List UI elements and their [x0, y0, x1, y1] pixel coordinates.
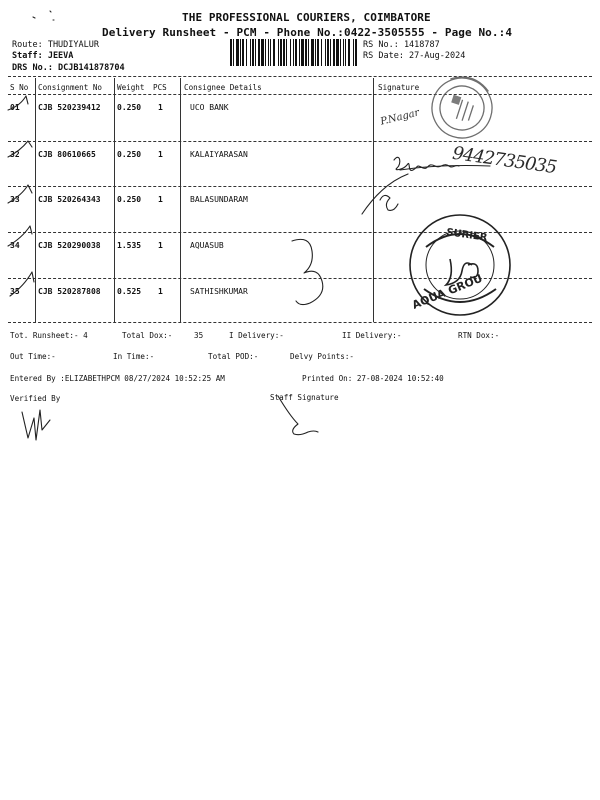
row-consignee: BALASUNDARAM [190, 195, 248, 204]
col-weight: Weight [117, 83, 145, 92]
row-consignment: CJB 520239412 [38, 103, 101, 112]
row-weight: 0.250 [117, 103, 142, 112]
rs-number: RS No.: 1418787 [363, 40, 440, 50]
total-pod: Total POD:- [208, 352, 259, 361]
col-consignee: Consignee Details [184, 83, 262, 92]
row-pcs: 1 [158, 287, 163, 296]
row-sno: 32 [10, 150, 20, 159]
staff-label: Staff: JEEVA [12, 51, 74, 61]
row-weight: 1.535 [117, 241, 142, 250]
row-weight: 0.525 [117, 287, 142, 296]
row-consignee: SATHISHKUMAR [190, 287, 248, 296]
runsheet-title: Delivery Runsheet - PCM - Phone No.:0422-3505555 - Page No.:4 [102, 26, 513, 39]
bank-stamp [424, 69, 500, 146]
row-weight: 0.250 [117, 195, 142, 204]
handwritten-phone-row2: 9442735035 [451, 142, 558, 179]
staff-signature-label: Staff Signature [270, 393, 339, 402]
row-consignee: UCO BANK [190, 103, 229, 112]
route-label: Route: THUDIYALUR [12, 40, 99, 50]
aqua-stamp [410, 215, 510, 315]
delvy-points: Delvy Points:- [290, 352, 355, 361]
verified-by-label: Verified By [10, 394, 61, 403]
row-sno: 01 [10, 103, 20, 112]
i-delivery: I Delivery:- [229, 331, 284, 340]
tot-runsheet: Tot. Runsheet:- 4 [10, 331, 88, 340]
row-consignment: CJB 520290038 [38, 241, 101, 250]
svg-text:AQUA GROU: AQUA GROU [410, 271, 485, 312]
row-pcs: 1 [158, 150, 163, 159]
row-consignment: CJB 80610665 [38, 150, 96, 159]
rs-date: RS Date: 27-Aug-2024 [363, 51, 466, 61]
ii-delivery: II Delivery:- [342, 331, 402, 340]
col-sno: S No [10, 83, 29, 92]
svg-text:SURIER: SURIER [445, 227, 488, 244]
row-consignment: CJB 520264343 [38, 195, 101, 204]
row-consignee: KALAIYARASAN [190, 150, 248, 159]
row-sno: 33 [10, 195, 20, 204]
row-pcs: 1 [158, 103, 163, 112]
row-sno: 35 [10, 287, 20, 296]
row-consignment: CJB 520287808 [38, 287, 101, 296]
rtn-dox: RTN Dox:- [458, 331, 500, 340]
row-weight: 0.250 [117, 150, 142, 159]
total-dox-label: Total Dox:- [122, 331, 173, 340]
row-pcs: 1 [158, 241, 163, 250]
row-pcs: 1 [158, 195, 163, 204]
printed-on: Printed On: 27-08-2024 10:52:40 [302, 374, 444, 383]
col-consignment: Consignment No [38, 83, 103, 92]
row-consignee: AQUASUB [190, 241, 224, 250]
entered-by: Entered By :ELIZABETHPCM 08/27/2024 10:52:25 AM [10, 374, 225, 383]
row-sno: 34 [10, 241, 20, 250]
handwritten-signature-row1: P.Nagar [379, 107, 421, 128]
col-signature: Signature [378, 83, 420, 92]
in-time: In Time:- [113, 352, 155, 361]
drs-number: DRS No.: DCJB141878704 [12, 63, 125, 73]
out-time: Out Time:- [10, 352, 56, 361]
company-title: THE PROFESSIONAL COURIERS, COIMBATORE [182, 11, 431, 24]
col-pcs: PCS [153, 83, 167, 92]
total-dox-value: 35 [194, 331, 204, 340]
